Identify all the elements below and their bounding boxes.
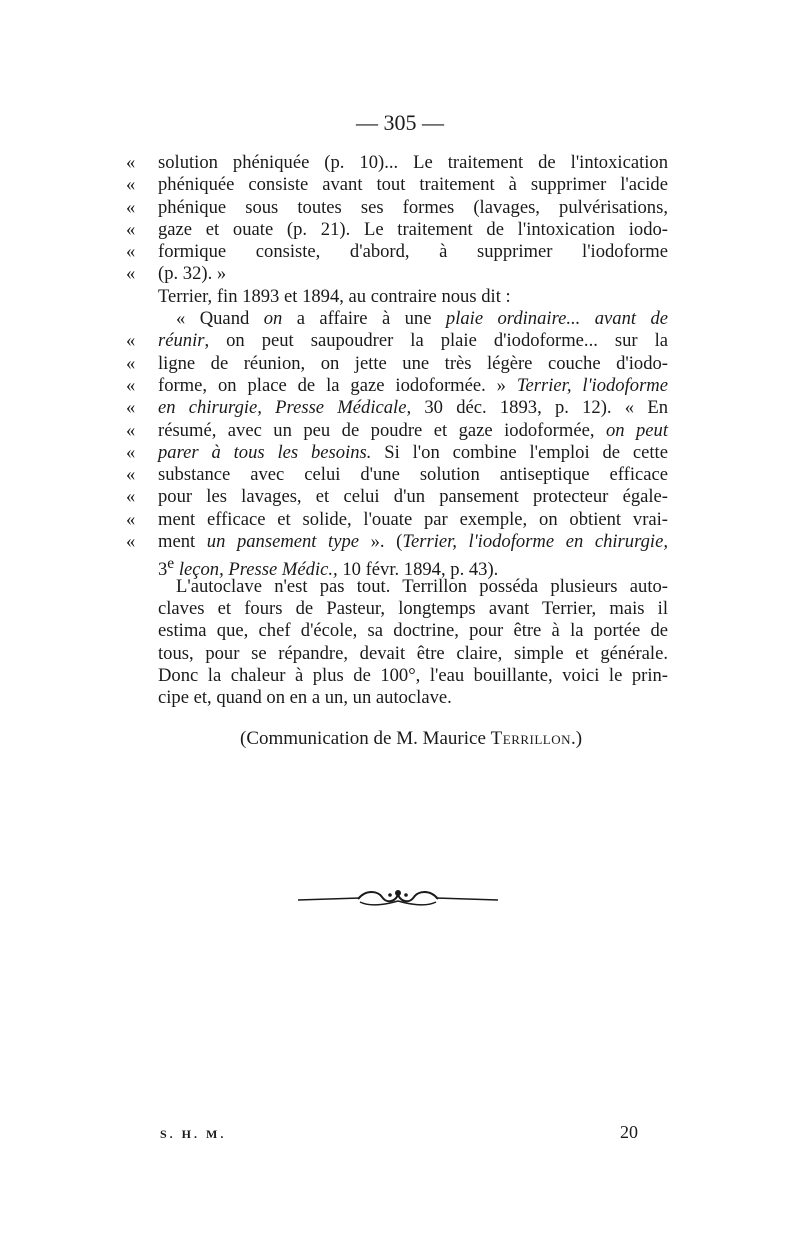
- text-line: « formique consiste, d'abord, à supprimer l'iodoforme: [126, 241, 668, 263]
- text-line: L'autoclave n'est pas tout. Terrillon posséda plusieurs auto-: [176, 575, 668, 597]
- page-number: — 305 —: [356, 110, 444, 135]
- text-line: « ment efficace et solide, l'ouate par exemple, on obtient vrai-: [126, 508, 668, 530]
- quote-mark: «: [126, 241, 136, 263]
- quote-mark: «: [126, 441, 136, 463]
- text-line: tous, pour se répandre, devait être claire, simple et générale.: [158, 642, 668, 664]
- text-line: claves et fours de Pasteur, longtemps avant Terrier, mais il: [158, 597, 668, 619]
- signature-mark: S. H. M.: [160, 1127, 227, 1141]
- text-line: « Quand on a affaire à une plaie ordinaire... avant de: [176, 308, 668, 330]
- quote-mark: «: [126, 374, 136, 396]
- text-line: Terrier, fin 1893 et 1894, au contraire nous dit :: [158, 285, 511, 307]
- text-line: estima que, chef d'école, sa doctrine, pour être à la portée de: [158, 620, 668, 642]
- text-line: 3e leçon, Presse Médic., 10 févr. 1894, p. 43).: [158, 555, 499, 581]
- text-line: « pour les lavages, et celui d'un pansement protecteur égale-: [126, 486, 668, 508]
- communication-signature: (Communication de M. Maurice Terrillon.): [240, 728, 583, 749]
- body-text: [126, 152, 668, 709]
- quote-mark: «: [126, 152, 136, 173]
- text-line: « ligne de réunion, on jette une très légère couche d'iodo-: [126, 352, 668, 374]
- quote-mark: «: [126, 464, 136, 486]
- decorative-ornament-icon: [298, 883, 498, 911]
- quote-mark: «: [126, 352, 136, 374]
- text-line: « parer à tous les besoins. Si l'on combine l'emploi de cette: [126, 441, 668, 463]
- quote-mark: «: [126, 397, 136, 419]
- quote-mark: «: [126, 330, 136, 352]
- quote-mark: «: [126, 531, 136, 553]
- quote-mark: «: [126, 263, 136, 285]
- quote-mark: «: [126, 486, 136, 508]
- text-line: « forme, on place de la gaze iodoformée. » Terrier, l'iodoforme: [126, 374, 668, 396]
- text-line: « gaze et ouate (p. 21). Le traitement de l'intoxication iodo-: [126, 218, 668, 240]
- text-line: « solution phéniquée (p. 10)... Le traitement de l'intoxication: [126, 152, 668, 173]
- text-line: « réunir, on peut saupoudrer la plaie d'iodoforme... sur la: [126, 330, 668, 352]
- text-line: « ment un pansement type ». (Terrier, l'iodoforme en chirurgie,: [126, 531, 668, 553]
- quote-mark: «: [126, 419, 136, 441]
- text-line: « substance avec celui d'une solution antiseptique efficace: [126, 464, 668, 486]
- author-name: Terrillon: [490, 728, 572, 749]
- text-line: Donc la chaleur à plus de 100°, l'eau bouillante, voici le prin-: [158, 664, 668, 686]
- text-line: « en chirurgie, Presse Médicale, 30 déc. 1893, p. 12). « En: [126, 397, 668, 419]
- quote-mark: «: [126, 218, 136, 240]
- quote-mark: «: [126, 196, 136, 218]
- text-line: « phéniquée consiste avant tout traitement à supprimer l'acide: [126, 174, 668, 196]
- text-line: « (p. 32). »: [126, 263, 227, 285]
- sheet-number: 20: [620, 1122, 638, 1142]
- text-line: « résumé, avec un peu de poudre et gaze iodoformée, on peut: [126, 419, 668, 441]
- quote-mark: «: [126, 508, 136, 530]
- quote-mark: «: [126, 174, 136, 196]
- text-line: cipe et, quand on en a un, un autoclave.: [158, 687, 452, 709]
- text-line: « phénique sous toutes ses formes (lavages, pulvérisations,: [126, 196, 668, 218]
